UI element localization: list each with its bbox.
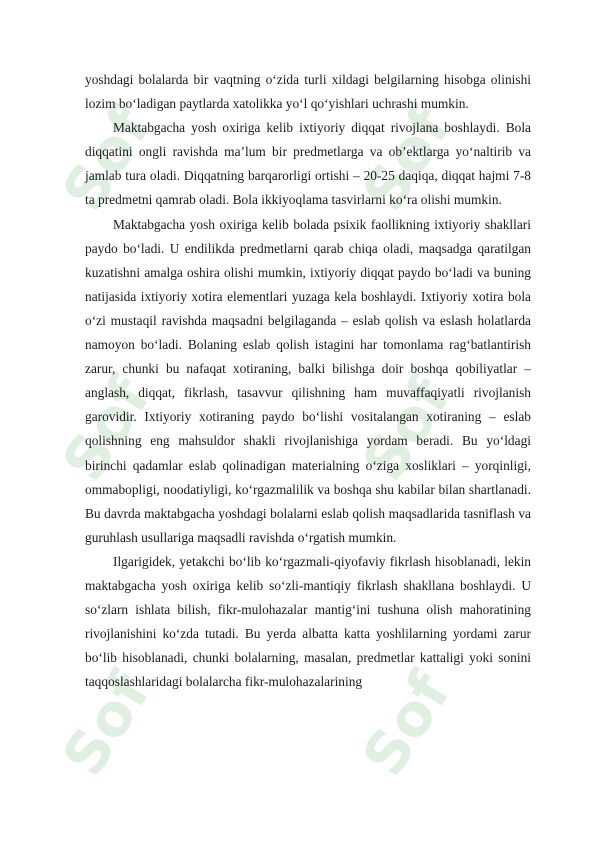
watermark-text: Sof [49, 365, 164, 493]
watermark-text: Sof [49, 660, 164, 788]
watermark-text: Sof [349, 95, 464, 223]
paragraph-3: Maktabgacha yosh oxiriga kelib bolada psixik faollikning ixtiyoriy shakllari paydo bo‘ladi. U endilikda predmetlarni qarab chiqa oladi, maqsadga qaratilgan kuzatishni amalga oshira olishi mumkin, ixtiyoriy diqqat paydo bo‘ladi va buning natijasida ixtiyoriy xotira elementlari yuzaga kela boshlaydi. Ixtiyoriy xotira bola o‘zi mustaqil ravishda maqsadni belgilaganda – eslab qolish va eslash holatlarda namoyon bo‘ladi. Bolaning eslab qolish istagini har tomonlama rag‘batlantirish zarur, chunki bu nafaqat xotiraning, balki bilishga doir boshqa qobiliyatlar – anglash, diqqat, fikrlash, tasavvur qilishning ham muvaffaqiyatli rivojlanish garovidir. Ixtiyoriy xotiraning paydo bo‘lishi vositalangan xotiraning – eslab qolishning eng mahsuldor shakli rivojlanishiga yordam beradi. Bu yo‘ldagi birinchi qadamlar eslab qolinadigan materialning o‘ziga xosliklari – yorqinligi, ommabopligi, noodatiyligi, ko‘rgazmalilik va boshqa shu kabilar bilan shartlanadi. Bu davrda maktabgacha yoshdagi bolalarni eslab qolish maqsadlarida tasniflash va guruhlash usullariga maqsadli ravishda o‘rgatish mumkin. [85, 216, 531, 545]
document-body [85, 68, 531, 694]
watermark-text: Sof [49, 95, 164, 223]
watermark-text: Sof [349, 365, 464, 493]
paragraph-1: yoshdagi bolalarda bir vaqtning o‘zida turli xildagi belgilarning hisobga olinishi lozim bo‘ladigan paytlarda xatolikka yo‘l qo‘yishlari uchrashi mumkin. [85, 72, 531, 112]
paragraph-4: Ilgarigidek, yetakchi bo‘lib ko‘rgazmali-qiyofaviy fikrlash hisoblanadi, lekin maktabgacha yosh oxiriga kelib so‘zli-mantiqiy fikrlash shakllana boshlaydi. U so‘zlarn ishlata bilish, fikr-mulohazalar mantig‘ini tushuna olish mahoratining rivojlanishini ko‘zda tutadi. Bu yerda albatta katta yoshlilarning yordami zarur bo‘lib hisoblanadi, chunki bolalarning, masalan, predmetlar kattaligi yoki sonini taqqoslashlaridagi bolalarcha fikr-mulohazalarining [85, 553, 531, 690]
paragraph-2: Maktabgacha yosh oxiriga kelib ixtiyoriy diqqat rivojlana boshlaydi. Bola diqqatini ongli ravishda ma’lum bir predmetlarga va ob’ektlarga yo‘naltirib va jamlab tura oladi. Diqqatning barqarorligi ortishi – 20-25 daqiqa, diqqat hajmi 7-8 ta predmetni qamrab oladi. Bola ikkiyoqlama tasvirlarni ko‘ra olishi mumkin. [85, 120, 531, 208]
watermark-text: Sof [349, 660, 464, 788]
